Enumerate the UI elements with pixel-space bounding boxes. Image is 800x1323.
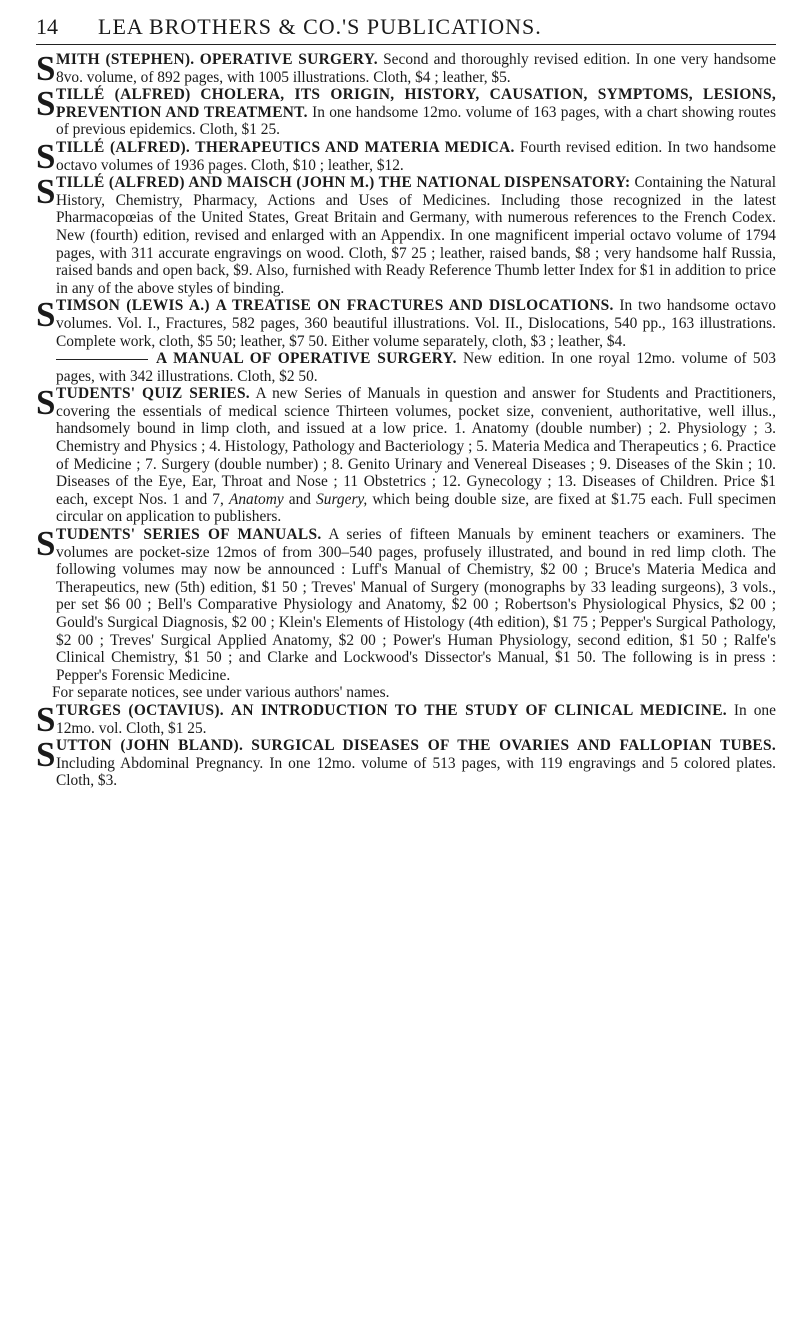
entry-text: and bbox=[283, 490, 317, 508]
entry-title: THERAPEUTICS AND MATERIA MEDICA. bbox=[195, 138, 515, 156]
entry-stille-cholera bbox=[36, 86, 776, 139]
drop-initial: S bbox=[36, 699, 56, 739]
entry-text: Fourth revised edition. In two handsome octavo volumes of 1936 pages. Cloth, $10 ; leather, $12. bbox=[56, 138, 777, 174]
entry-title: A TREATISE ON FRACTURES AND DISLOCATIONS. bbox=[215, 297, 614, 315]
entry-author: MITH (STEPHEN). bbox=[56, 51, 195, 68]
page-number: 14 bbox=[36, 14, 58, 39]
drop-initial: S bbox=[36, 49, 56, 88]
ditto-rule bbox=[56, 359, 148, 360]
entry-title: CHOLERA, ITS ORIGIN, HISTORY, CAUSATION, SYMPTOMS, LESIONS, PREVENTION AND TREATMENT. bbox=[56, 86, 777, 121]
entry-text: which being double size, are fixed at $1.75 each. Full specimen circular on application to publishers. bbox=[56, 490, 777, 526]
entry-author: TILLÉ (ALFRED) AND MAISCH (JOHN M.) bbox=[56, 174, 375, 192]
entry-stille-therapeutics bbox=[36, 136, 777, 176]
entry-stille-maisch bbox=[36, 174, 776, 297]
entry-text: A new Series of Manuals in question and answer for Students and Practitioners, covering the essentials of medical science Thirteen volumes, pocket size, convenient, authoritative, well illus., handsomely bound in limp cloth, and issued at a low price. 1. Anatomy (double number) ; 2. Physiology ; 3. Chemistry and Physics ; 4. Histology, Pathology and Bacteriology ; 5. Materia Medica and Therapeutics ; 6. Practice of Medicine ; 7. Surgery (double number) ; 8. Genito Urinary and Venereal Diseases ; 9. Diseases of the Skin ; 10. Diseases of the Eye, Ear, Throat and Nose ; 11 Obstetrics ; 12. Gynecology ; 13. Diseases of Children. Price $1 each, except Nos. 1 and 7, bbox=[56, 385, 776, 508]
entry-text: In one handsome 12mo. volume of 163 pages, with a chart showing routes of previous epidemics. Cloth, $1 25. bbox=[56, 103, 776, 139]
drop-initial: S bbox=[36, 735, 56, 775]
entry-text: In one 12mo. vol. Cloth, $1 25. bbox=[56, 701, 776, 737]
entry-manuals-series bbox=[36, 526, 776, 684]
entry-title: TUDENTS' QUIZ SERIES. bbox=[56, 385, 250, 403]
drop-initial: S bbox=[36, 383, 56, 423]
entry-italic: Surgery, bbox=[316, 490, 368, 508]
entry-author: UTTON (JOHN BLAND). bbox=[56, 737, 244, 755]
entry-list bbox=[36, 51, 776, 790]
entry-title: SURGICAL DISEASES OF THE OVARIES AND FALLOPIAN TUBES. bbox=[251, 737, 776, 755]
entry-quiz-series bbox=[36, 385, 776, 526]
page-title: LEA BROTHERS & CO.'S PUBLICATIONS. bbox=[98, 14, 542, 39]
entry-author: TURGES (OCTAVIUS). bbox=[56, 701, 224, 719]
entry-title: THE NATIONAL DISPENSATORY: bbox=[378, 174, 631, 192]
page-header bbox=[36, 14, 776, 45]
entry-sturges bbox=[36, 699, 776, 739]
entry-text: New edition. In one royal 12mo. volume of 503 pages, with 342 illustrations. Cloth, $2 50. bbox=[56, 350, 776, 385]
entry-author: TIMSON (LEWIS A.) bbox=[56, 297, 210, 315]
entry-title: OPERATIVE SURGERY. bbox=[199, 51, 378, 68]
entry-stimson-manual bbox=[36, 350, 776, 385]
entry-smith bbox=[36, 51, 776, 86]
entry-text: Second and thoroughly revised edition. In one very handsome 8vo. volume, of 892 pages, with 1005 illustrations. Cloth, $4 ; leather, $5. bbox=[56, 51, 776, 86]
drop-initial: S bbox=[36, 84, 56, 124]
drop-initial: S bbox=[36, 295, 56, 335]
entry-text: Containing the Natural History, Chemistry, Pharmacy, Actions and Uses of Medicines. Including those recognized in the latest Pharmacopœias of the United States, Great Britain and Germany, with numerous references to the French Codex. New (fourth) edition, revised and enlarged with an Appendix. In one magnificent imperial octavo volume of 1794 pages, with 311 accurate engravings on wood. Cloth, $7 25 ; leather, raised bands, $8 ; very handsome half Russia, raised bands and open back, $9. Also, furnished with Ready Reference Thumb letter Index for $1 in addition to price in any of the above styles of binding. bbox=[56, 174, 776, 297]
drop-initial: S bbox=[36, 136, 56, 176]
drop-initial: S bbox=[36, 172, 56, 212]
entry-title: A MANUAL OF OPERATIVE SURGERY. bbox=[156, 350, 457, 368]
entry-text: A series of fifteen Manuals by eminent teachers or examiners. The volumes are pocket-size 12mos of from 300–540 pages, profusely illustrated, and bound in red limp cloth. The following volumes may now be announced : Luff's Manual of Chemistry, $2 00 ; Bruce's Materia Medica and Therapeutics, new (5th) edition, $1 50 ; Treves' Manual of Surgery (monographs by 33 leading surgeons), 3 vols., per set $6 00 ; Bell's Comparative Physiology and Anatomy, $2 00 ; Robertson's Physiological Physics, $2 00 ; Gould's Surgical Diagnosis, $2 00 ; Klein's Elements of Histology (4th edition), $1 75 ; Pepper's Surgical Pathology, $2 00 ; Treves' Surgical Applied Anatomy, $2 00 ; Power's Human Physiology, second edition, $1 50 ; Ralfe's Clinical Chemistry, $1 50 ; and Clarke and Lockwood's Dissector's Manual, $1 50. The following is in press : Pepper's Forensic Medicine. bbox=[56, 526, 776, 684]
separate-notices-note: For separate notices, see under various authors' names. bbox=[52, 684, 390, 702]
entry-text: Including Abdominal Pregnancy. In one 12mo. volume of 513 pages, with 119 engravings and 5 colored plates. Cloth, $3. bbox=[56, 754, 776, 790]
entry-title: AN INTRODUCTION TO THE STUDY OF CLINICAL MEDICINE. bbox=[230, 701, 727, 719]
entry-title: TUDENTS' SERIES OF MANUALS. bbox=[56, 526, 322, 544]
entry-stimson bbox=[36, 297, 776, 350]
entry-sutton bbox=[36, 737, 776, 790]
entry-author: TILLÉ (ALFRED). bbox=[56, 138, 191, 156]
drop-initial: S bbox=[36, 524, 56, 564]
entry-italic: Anatomy bbox=[228, 490, 284, 508]
entry-text: In two handsome octavo volumes. Vol. I., Fractures, 582 pages, 360 beautiful illustrations. Vol. II., Dislocations, 540 pp., 163 illustrations. Complete work, cloth, $5 50; leather, $7 50. Either volume separately, cloth, $3 ; leather, $4. bbox=[56, 297, 776, 350]
entry-author: TILLÉ (ALFRED) bbox=[56, 86, 191, 104]
